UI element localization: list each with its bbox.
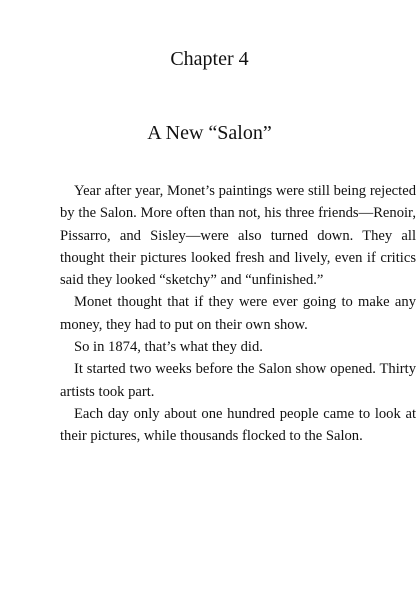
chapter-body xyxy=(60,180,416,448)
chapter-number: Chapter 4 xyxy=(170,48,249,70)
paragraph: It started two weeks before the Salon show opened. Thirty artists took part. xyxy=(60,361,416,400)
chapter-title: A New “Salon” xyxy=(147,122,272,144)
paragraph: Each day only about one hundred people came to look at their pictures, while thousands flocked to the Salon. xyxy=(60,405,416,445)
paragraph: Monet thought that if they were ever going to make any money, they had to put on their own show. xyxy=(60,294,416,333)
paragraph: So in 1874, that’s what they did. xyxy=(74,339,263,356)
paragraph: Year after year, Monet’s paintings were still being rejected by the Salon. More often than not, his three friends—Renoir, Pissarro, and Sisley—were also turned down. They all thought their pictures looked fresh and lively, even if critics said they looked “sketchy” and “unfinished.” xyxy=(60,183,416,289)
